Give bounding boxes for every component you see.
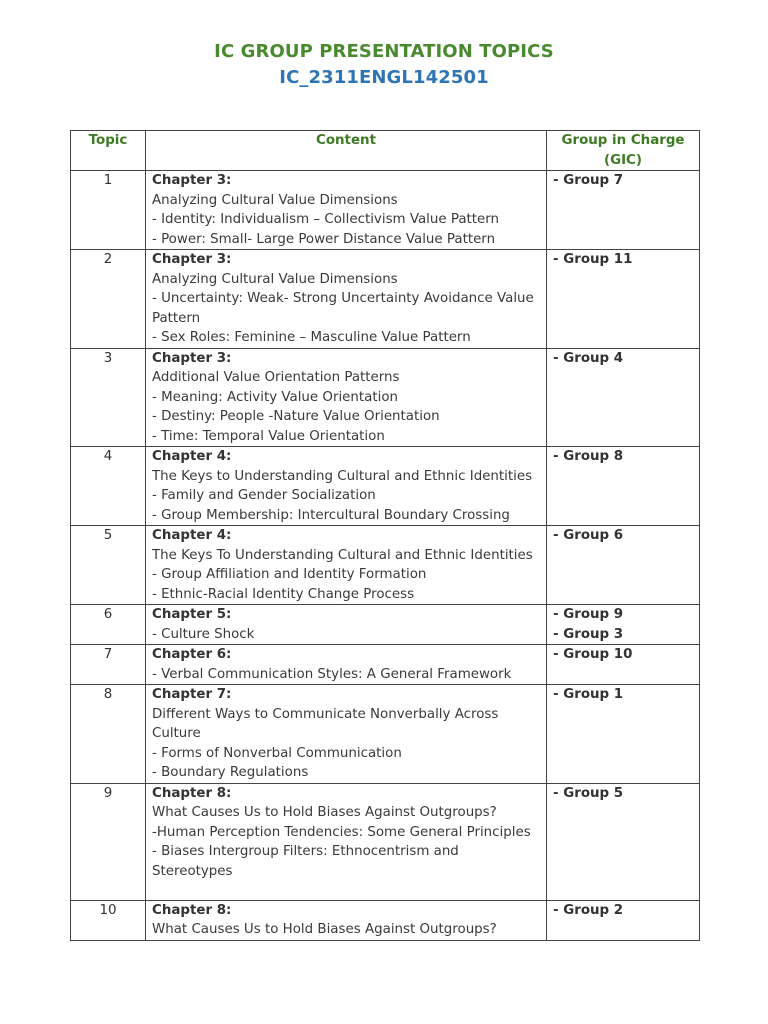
content-line: Additional Value Orientation Patterns xyxy=(152,370,400,385)
group-label: - Group 9 xyxy=(553,607,624,622)
document-title: IC GROUP PRESENTATION TOPICS xyxy=(214,41,554,62)
table-row xyxy=(71,645,700,685)
chapter-label: Chapter 5: xyxy=(152,607,232,622)
header-gic: Group in Charge (GIC) xyxy=(547,131,700,171)
content-line: - Power: Small- Large Power Distance Value Pattern xyxy=(152,231,496,247)
content-line: Different Ways to Communicate Nonverbally Across Culture xyxy=(152,706,499,741)
table-row xyxy=(71,447,700,526)
group-in-charge xyxy=(547,250,700,349)
group-in-charge xyxy=(547,645,700,685)
content-line: What Causes Us to Hold Biases Against Outgroups? xyxy=(152,805,497,820)
table-row xyxy=(71,783,700,900)
topics-table xyxy=(70,130,700,941)
topic-number: 7 xyxy=(71,645,146,685)
topic-content xyxy=(146,250,547,349)
group-in-charge xyxy=(547,526,700,605)
group-label: - Group 2 xyxy=(553,902,624,918)
topic-number: 9 xyxy=(71,783,146,900)
topic-content xyxy=(146,348,547,447)
table-row xyxy=(71,900,700,940)
table-row xyxy=(71,348,700,447)
topic-content xyxy=(146,605,547,645)
group-label: - Group 10 xyxy=(553,647,633,662)
group-label: - Group 5 xyxy=(553,785,624,801)
chapter-label: Chapter 4: xyxy=(152,528,232,543)
topic-number: 3 xyxy=(71,348,146,447)
group-label: - Group 8 xyxy=(553,449,624,464)
topic-content xyxy=(146,447,547,526)
topic-content xyxy=(146,900,547,940)
chapter-label: Chapter 3: xyxy=(152,350,232,366)
topic-number: 10 xyxy=(71,900,146,940)
content-line: The Keys To Understanding Cultural and Ethnic Identities xyxy=(152,547,533,563)
chapter-label: Chapter 7: xyxy=(152,687,232,702)
group-in-charge xyxy=(547,685,700,784)
course-code: IC_2311ENGL142501 xyxy=(279,67,489,88)
header-topic: Topic xyxy=(71,131,146,171)
content-line: - Sex Roles: Feminine – Masculine Value Pattern xyxy=(152,330,471,345)
group-label: - Group 1 xyxy=(553,687,624,702)
group-in-charge xyxy=(547,783,700,900)
content-line: - Destiny: People -Nature Value Orientation xyxy=(152,409,440,424)
chapter-label: Chapter 8: xyxy=(152,902,232,918)
table-row xyxy=(71,171,700,250)
content-line: - Biases Intergroup Filters: Ethnocentrism and Stereotypes xyxy=(152,844,459,879)
content-line: The Keys to Understanding Cultural and Ethnic Identities xyxy=(152,468,533,484)
topic-number: 8 xyxy=(71,685,146,784)
header-content: Content xyxy=(146,131,547,171)
table-header-row xyxy=(71,131,700,171)
chapter-label: Chapter 4: xyxy=(152,449,232,464)
topic-content xyxy=(146,526,547,605)
topic-content xyxy=(146,685,547,784)
topic-number: 6 xyxy=(71,605,146,645)
content-line: Analyzing Cultural Value Dimensions xyxy=(152,192,398,208)
content-line: - Culture Shock xyxy=(152,626,255,642)
content-line: What Causes Us to Hold Biases Against Outgroups? xyxy=(152,922,497,937)
table-row xyxy=(71,250,700,349)
content-line: - Verbal Communication Styles: A General Framework xyxy=(152,666,512,682)
topic-number: 4 xyxy=(71,447,146,526)
group-in-charge xyxy=(547,605,700,645)
group-label: - Group 3 xyxy=(553,626,624,642)
content-line: - Uncertainty: Weak- Strong Uncertainty Avoidance Value Pattern xyxy=(152,291,534,326)
topic-number: 5 xyxy=(71,526,146,605)
group-label: - Group 6 xyxy=(553,528,624,543)
group-label: - Group 11 xyxy=(553,252,633,267)
content-line: - Ethnic-Racial Identity Change Process xyxy=(152,586,415,602)
content-line: -Human Perception Tendencies: Some General Principles xyxy=(152,824,531,840)
content-line: - Meaning: Activity Value Orientation xyxy=(152,389,399,405)
topic-number: 2 xyxy=(71,250,146,349)
content-line: Analyzing Cultural Value Dimensions xyxy=(152,271,398,287)
content-line: - Group Membership: Intercultural Boundary Crossing xyxy=(152,507,510,523)
chapter-label: Chapter 3: xyxy=(152,252,232,267)
content-line: - Identity: Individualism – Collectivism Value Pattern xyxy=(152,212,500,227)
content-line: - Group Affiliation and Identity Formation xyxy=(152,567,427,582)
group-label: - Group 7 xyxy=(553,173,624,188)
topic-content xyxy=(146,783,547,900)
content-line: - Forms of Nonverbal Communication xyxy=(152,745,402,761)
chapter-label: Chapter 8: xyxy=(152,785,232,801)
group-in-charge xyxy=(547,348,700,447)
table-row xyxy=(71,526,700,605)
chapter-label: Chapter 6: xyxy=(152,647,232,662)
table-row xyxy=(71,685,700,784)
topic-content xyxy=(146,645,547,685)
content-line: - Time: Temporal Value Orientation xyxy=(152,428,385,444)
group-in-charge xyxy=(547,447,700,526)
chapter-label: Chapter 3: xyxy=(152,173,232,188)
content-line: - Family and Gender Socialization xyxy=(152,488,376,503)
topic-content xyxy=(146,171,547,250)
group-in-charge xyxy=(547,900,700,940)
group-in-charge xyxy=(547,171,700,250)
table-row xyxy=(71,605,700,645)
topic-number: 1 xyxy=(71,171,146,250)
group-label: - Group 4 xyxy=(553,350,624,366)
table-body xyxy=(71,171,700,941)
content-line: - Boundary Regulations xyxy=(152,765,309,780)
